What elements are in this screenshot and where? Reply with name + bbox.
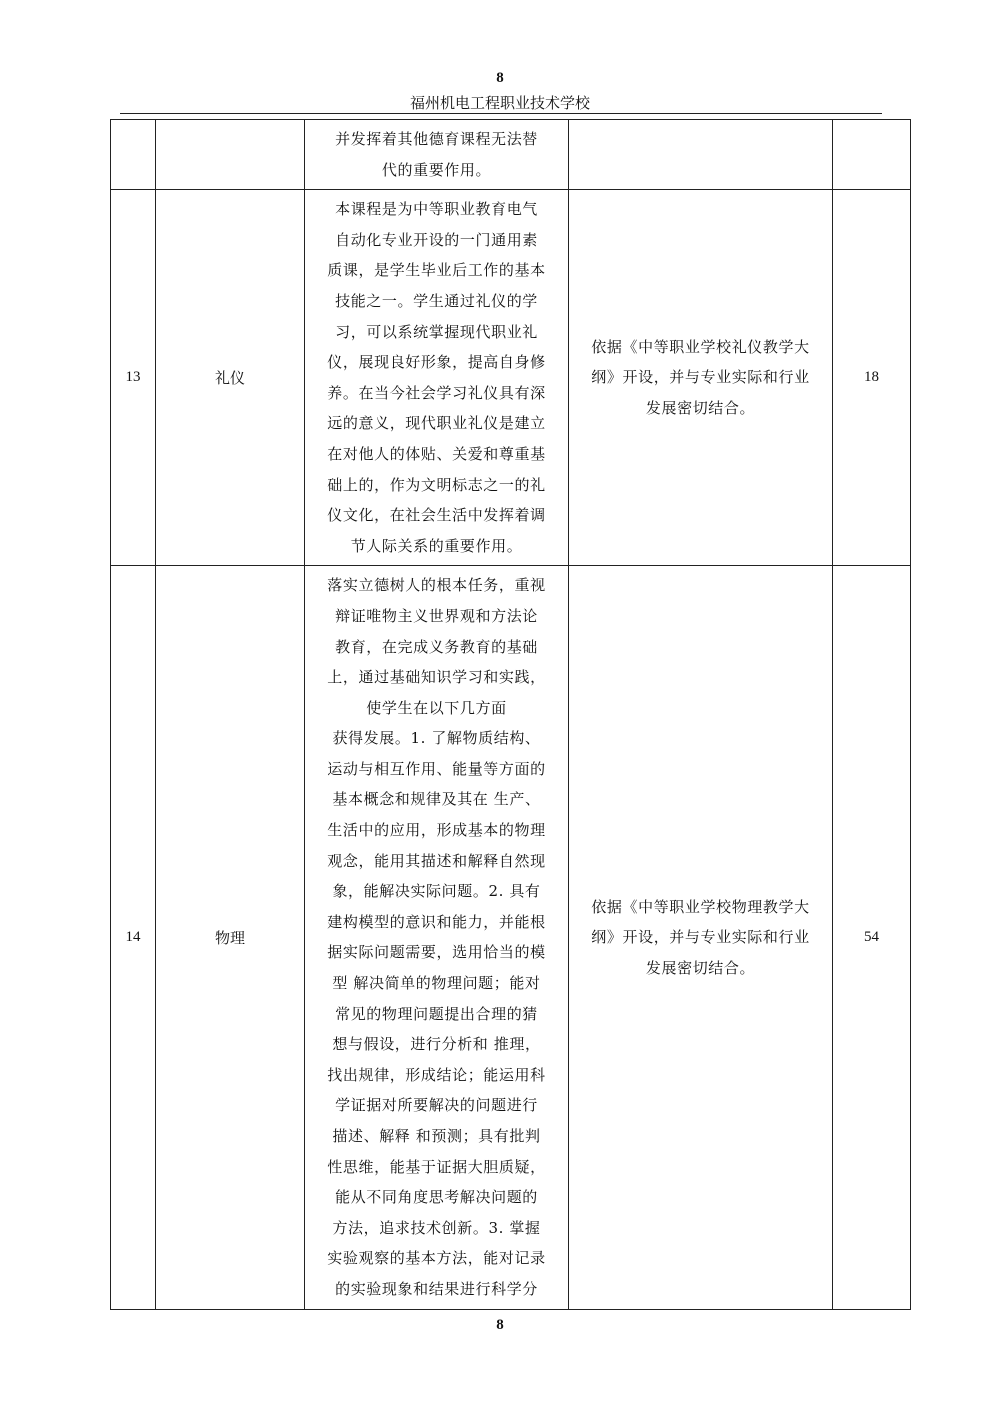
course-description-cell [305,120,569,190]
course-table [110,119,911,1310]
description-line: 仪文化，在社会生活中发挥着调 [327,506,546,525]
course-name-cell: 物理 [156,566,305,1309]
description-line: 并发挥着其他德育课程无法替 [335,130,538,148]
description-line: 本课程是为中等职业教育电气 [335,200,538,219]
description-line: 基本概念和规律及其在 生产、 [332,790,541,809]
header-school-name: 福州机电工程职业技术学校 [409,94,590,112]
description-line: 找出规律，形成结论；能运用科 [327,1065,546,1084]
basis-line: 纲》开设，并与专业实际和行业 [591,368,810,387]
description-line: 自动化专业开设的一门通用素 [335,230,538,249]
description-line: 习，可以系统掌握现代职业礼 [335,322,538,341]
header-page-number: 8 [496,70,504,86]
description-line: 常见的物理问题提出合理的猜 [335,1004,538,1023]
description-line: 性思维，能基于证据大胆质疑， [327,1157,546,1176]
basis-line: 发展密切结合。 [645,399,756,418]
description-line: 描述、解释 和预测；具有批判 [332,1127,541,1145]
footer-page-number: 8 [496,1317,504,1333]
description-line: 观念，能用其描述和解释自然现 [327,851,546,870]
description-line: 代的重要作用。 [381,160,492,179]
table-row [111,566,911,1309]
description-line: 仪，展现良好形象，提高自身修 [327,353,546,372]
description-line: 据实际问题需要，选用恰当的模 [327,943,546,962]
course-basis-cell [569,566,833,1309]
description-line: 型 解决简单的物理问题；能对 [332,974,541,993]
description-line: 象，能解决实际问题。2. 具有 [332,882,541,901]
row-index-cell: 13 [111,190,156,566]
description-line: 质课，是学生毕业后工作的基本 [327,261,546,280]
description-line: 实验观察的基本方法，能对记录 [327,1249,546,1268]
basis-line: 纲》开设，并与专业实际和行业 [591,928,810,947]
row-index-cell: 14 [111,566,156,1309]
course-description-cell [305,190,569,566]
basis-line: 依据《中等职业学校礼仪教学大 [591,337,810,356]
course-description-cell [305,566,569,1309]
description-line: 学证据对所要解决的问题进行 [335,1096,538,1115]
description-line: 节人际关系的重要作用。 [350,536,523,555]
description-line: 方法，追求技术创新。3. 掌握 [332,1218,541,1237]
description-line: 在对他人的体贴、关爱和尊重基 [327,444,546,463]
course-name-cell [156,120,305,190]
course-name-cell: 礼仪 [156,190,305,566]
course-basis-cell [569,190,833,566]
description-line: 获得发展。1. 了解物质结构、 [332,729,541,748]
course-hours-cell [833,120,911,190]
description-line: 教育，在完成义务教育的基础 [335,637,538,656]
description-line: 落实立德树人的根本任务，重视 [327,576,546,595]
course-basis-cell [569,120,833,190]
description-line: 远的意义，现代职业礼仪是建立 [327,414,546,433]
description-line: 运动与相互作用、能量等方面的 [327,759,546,778]
header-divider [120,113,882,114]
basis-line: 依据《中等职业学校物理教学大 [591,897,810,916]
description-line: 生活中的应用，形成基本的物理 [327,821,546,840]
description-line: 养。在当今社会学习礼仪具有深 [327,383,546,402]
basis-line: 发展密切结合。 [645,958,756,977]
description-line: 上，通过基础知识学习和实践， [327,668,546,687]
description-line: 辩证唯物主义世界观和方法论 [335,606,538,625]
table-row [111,120,911,190]
description-line: 的实验现象和结果进行科学分 [335,1279,538,1298]
table-row [111,190,911,566]
course-hours-cell: 18 [833,190,911,566]
course-hours-cell: 54 [833,566,911,1309]
description-line: 想与假设，进行分析和 推理， [332,1035,541,1054]
description-line: 建构模型的意识和能力，并能根 [327,912,546,931]
course-table-body [111,120,911,1310]
description-line: 能从不同角度思考解决问题的 [335,1188,538,1207]
row-index-cell [111,120,156,190]
description-line: 技能之一。学生通过礼仪的学 [335,291,538,310]
description-line: 础上的，作为文明标志之一的礼 [327,475,546,494]
description-line: 使学生在以下几方面 [366,698,507,717]
